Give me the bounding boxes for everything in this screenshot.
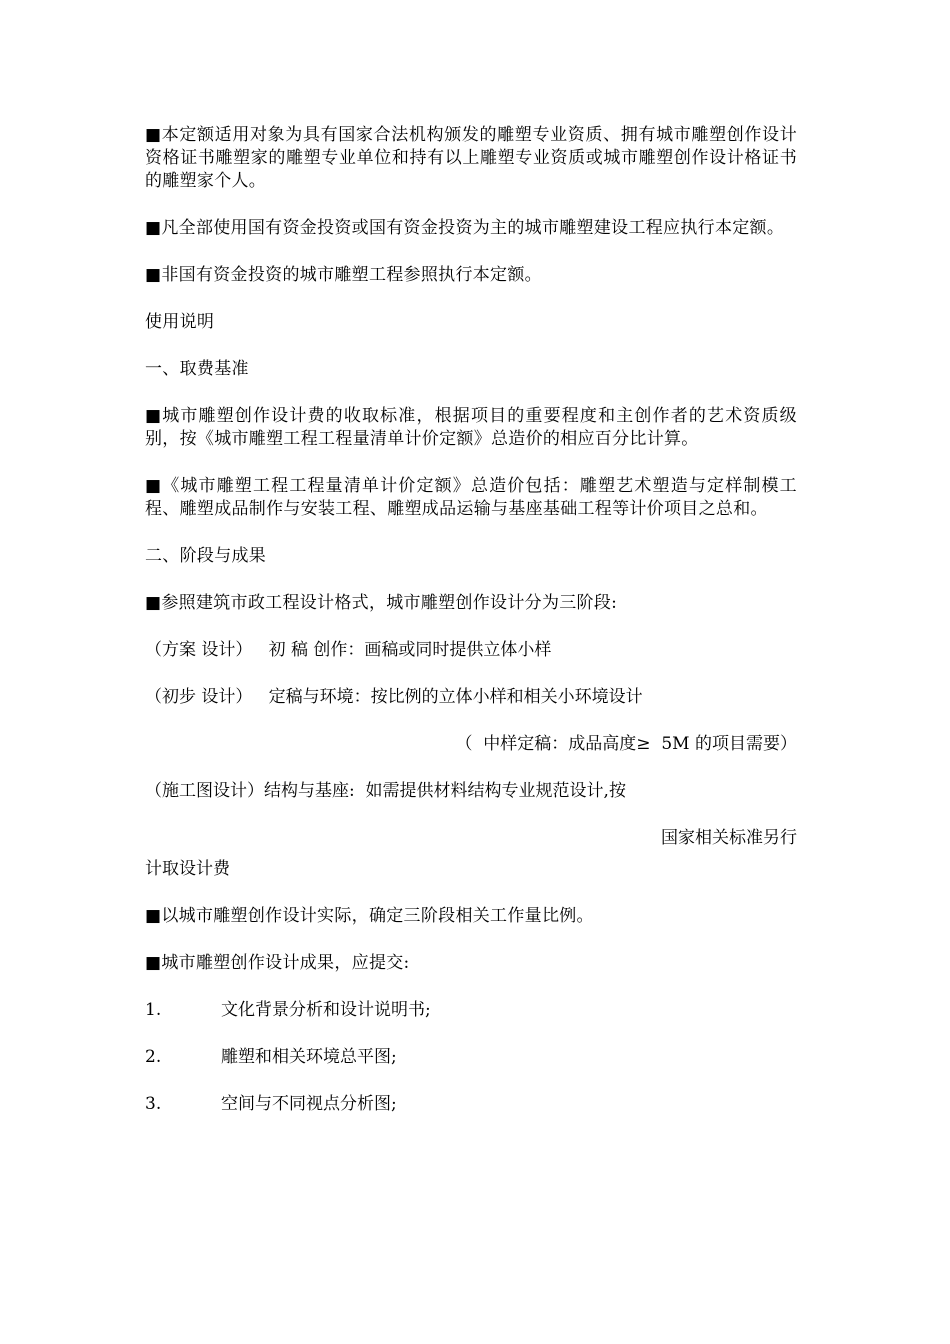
heading-stages: 二、阶段与成果: [145, 546, 267, 566]
list-item: [145, 1093, 797, 1116]
paragraph-fee-standard: ■城市雕塑创作设计费的收取标准，根据项目的重要程度和主创作者的艺术资质级别，按《城市雕塑工程工程量清单计价定额》总造价的相应百分比计算。: [145, 406, 797, 449]
list-item-text: 文化背景分析和设计说明书;: [221, 1000, 431, 1020]
list-item: [145, 999, 797, 1022]
list-item: [145, 1046, 797, 1069]
list-item-text: 空间与不同视点分析图;: [221, 1094, 397, 1114]
stage-construction-design: （施工图设计）结构与基座: 如需提供材料结构专业规范设计,按: [145, 781, 626, 801]
stage-preliminary-note: （ 中样定稿：成品高度≥ 5M 的项目需要）: [455, 734, 797, 754]
stage-preliminary-design: （初步 设计） 定稿与环境：按比例的立体小样和相关小环境设计: [145, 687, 643, 707]
paragraph-non-state-funded: ■非国有资金投资的城市雕塑工程参照执行本定额。: [145, 265, 542, 285]
paragraph-scope: ■本定额适用对象为具有国家合法机构颁发的雕塑专业资质、拥有城市雕塑创作设计资格证书雕塑家的雕塑专业单位和持有以上雕塑专业资质或城市雕塑创作设计格证书的雕塑家个人。: [145, 125, 797, 191]
paragraph-total-cost: ■《城市雕塑工程工程量清单计价定额》总造价包括：雕塑艺术塑造与定样制模工程、雕塑成品制作与安装工程、雕塑成品运输与基座基础工程等计价项目之总和。: [145, 476, 797, 519]
stage-construction-continued: 国家相关标准另行: [661, 828, 797, 848]
stage-construction-tail: 计取设计费: [145, 859, 230, 879]
document-page: [145, 124, 797, 1140]
heading-fee-basis: 一、取费基准: [145, 359, 249, 379]
heading-usage: 使用说明: [145, 312, 215, 332]
list-item-number: 3.: [145, 1094, 162, 1114]
stage-scheme-design: （方案 设计） 初 稿 创作：画稿或同时提供立体小样: [145, 640, 552, 660]
list-item-number: 1.: [145, 1000, 162, 1020]
paragraph-workload-ratio: ■以城市雕塑创作设计实际，确定三阶段相关工作量比例。: [145, 906, 594, 926]
paragraph-state-funded: ■凡全部使用国有资金投资或国有资金投资为主的城市雕塑建设工程应执行本定额。: [145, 218, 785, 238]
list-item-number: 2.: [145, 1047, 162, 1067]
paragraph-three-stages: ■参照建筑市政工程设计格式，城市雕塑创作设计分为三阶段:: [145, 593, 618, 613]
list-item-text: 雕塑和相关环境总平图;: [221, 1047, 397, 1067]
paragraph-deliverables: ■城市雕塑创作设计成果，应提交:: [145, 953, 410, 973]
